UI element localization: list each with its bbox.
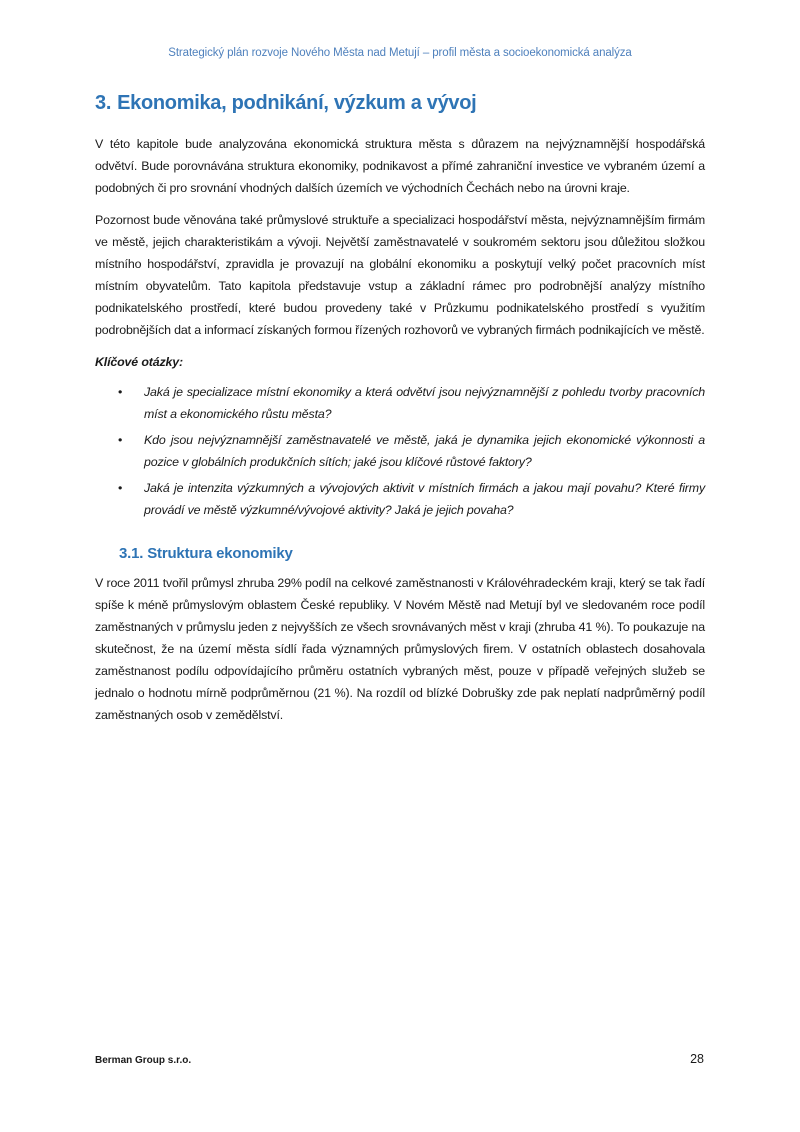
key-question-text: Kdo jsou nejvýznamnější zaměstnavatelé ve městě, jaká je dynamika jejich ekonomické výkonnosti a pozice v globálních produkčních sítích; jaké jsou klíčové růstové faktory?	[144, 433, 705, 469]
intro-paragraph-2: Pozornost bude věnována také průmyslové struktuře a specializaci hospodářství města, nejvýznamnějším firmám ve městě, jejich charakteristikám a vývoji. Největší zaměstnavatelé v soukromém sektoru jsou důležitou složkou místního hospodářství, zpravidla je provazují na globální ekonomiku a poskytují velký počet pracovních míst místním obyvatelům. Tato kapitola představuje vstup a základní rámec pro podrobnější analýzy místního podnikatelského prostředí, které budou provedeny také v Průzkumu podnikatelského prostředí s využitím podrobnějších dat a informací získaných formou řízených rozhovorů ve vybraných firmách podnikajících ve městě.	[95, 213, 705, 337]
section-number: 3.	[95, 92, 112, 114]
section-title: Ekonomika, podnikání, výzkum a vývoj	[117, 92, 477, 114]
page-number: 28	[690, 1052, 704, 1066]
key-question-text: Jaká je intenzita výzkumných a vývojových aktivit v místních firmách a jakou mají povahu? Které firmy provádí ve městě výzkumné/vývojové aktivity? Jaká je jejich povaha?	[144, 481, 705, 517]
subsection-title: Struktura ekonomiky	[147, 545, 293, 562]
section-heading	[95, 92, 705, 115]
key-question-text: Jaká je specializace místní ekonomiky a která odvětví jsou nejvýznamnější z pohledu tvorby pracovních míst a ekonomického růstu města?	[144, 385, 705, 421]
subsection-number: 3.1.	[119, 545, 144, 562]
list-item	[95, 477, 705, 521]
page-content	[95, 92, 705, 736]
footer-company: Berman Group s.r.o.	[95, 1055, 192, 1066]
bullet-icon: •	[118, 433, 123, 447]
list-item	[95, 381, 705, 425]
bullet-icon: •	[118, 385, 123, 399]
key-questions-list	[95, 381, 705, 521]
list-item	[95, 429, 705, 473]
intro-paragraph-1: V této kapitole bude analyzována ekonomická struktura města s důrazem na nejvýznamnější hospodářská odvětví. Bude porovnávána struktura ekonomiky, podnikavost a přímé zahraniční investice ve vybraném území a podobných či pro srovnání vhodných dalších územích ve východních Čechách nebo na úrovni kraje.	[95, 137, 705, 195]
key-questions-label: Klíčové otázky:	[95, 355, 183, 369]
bullet-icon: •	[118, 481, 123, 495]
subsection-heading	[119, 545, 705, 562]
subsection-paragraph: V roce 2011 tvořil průmysl zhruba 29% podíl na celkové zaměstnanosti v Královéhradeckém kraji, který se tak řadí spíše k méně průmyslovým oblastem České republiky. V Novém Městě nad Metují byl ve sledovaném roce podíl zaměstnaných v průmyslu jeden z nejvyšších ze všech srovnávaných měst v kraji (zhruba 41 %). To poukazuje na skutečnost, že na území města sídlí řada významných průmyslových firem. V ostatních oblastech dosahovala zaměstnanost podílu odpovídajícího průměru ostatních vybraných měst, pouze v případě veřejných služeb se jednalo o hodnotu mírně podprůměrnou (21 %). Na rozdíl od blízké Dobrušky zde pak neplatí nadprůměrný podíl zaměstnaných osob v zemědělství.	[95, 576, 705, 722]
running-header: Strategický plán rozvoje Nového Města nad Metují – profil města a socioekonomická analýza	[168, 47, 632, 59]
